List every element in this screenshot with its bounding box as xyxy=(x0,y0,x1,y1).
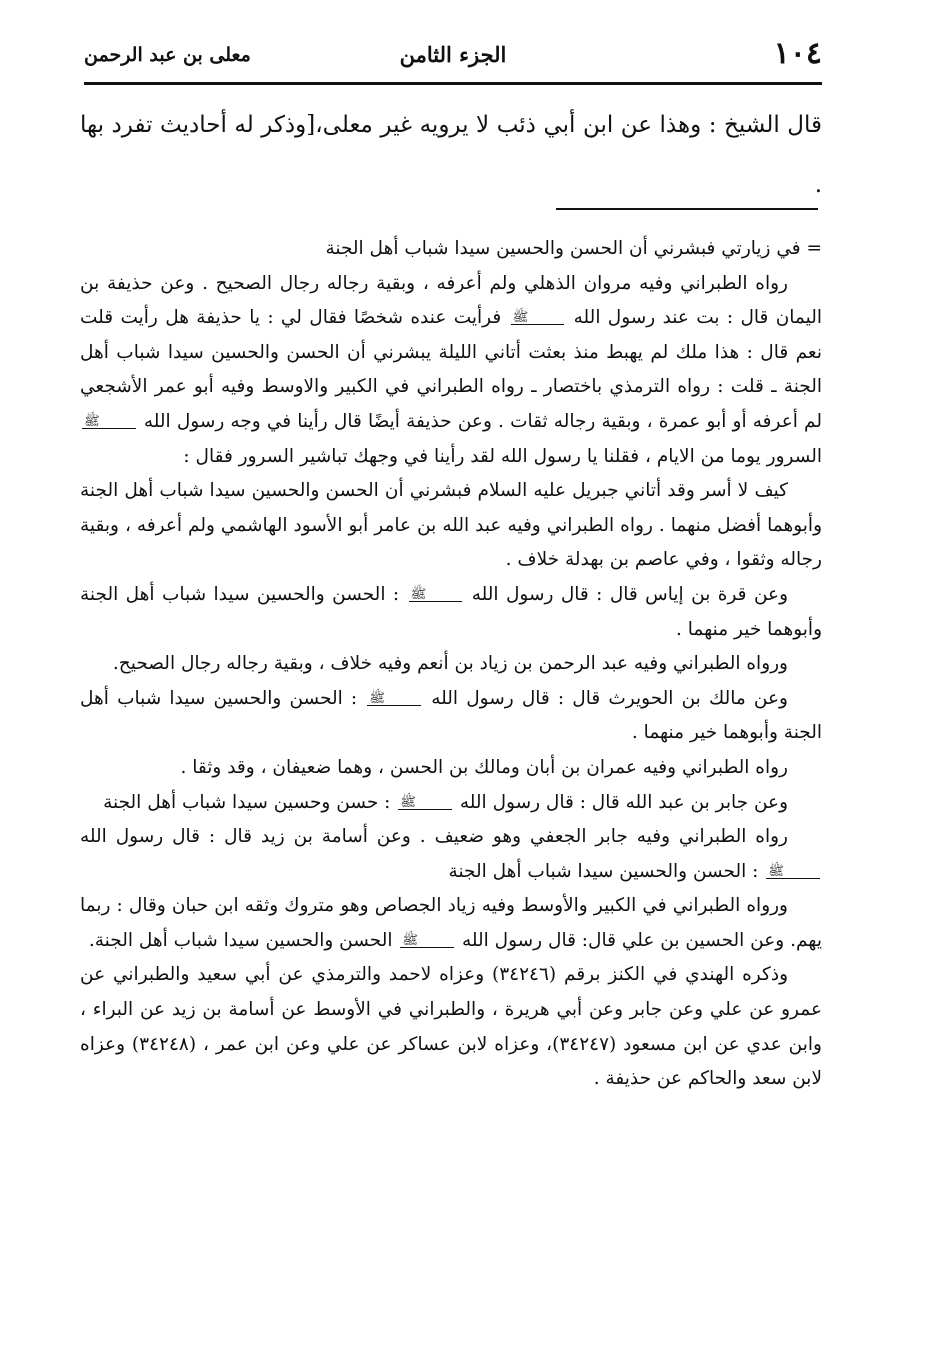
footnote-paragraph: ورواه الطبراني وفيه عبد الرحمن بن زياد بن أنعم وفيه خلاف ، وبقية رجاله رجال الصحيح. xyxy=(112,653,788,675)
footnote-paragraph xyxy=(80,820,822,889)
footnote-paragraph xyxy=(80,267,822,475)
salutation-glyph: ﷺ xyxy=(398,796,452,810)
salutation-glyph: ﷺ xyxy=(511,311,565,325)
salutation-glyph: ﷺ xyxy=(766,865,820,879)
author-name: معلى بن عبد الرحمن xyxy=(84,44,251,66)
main-text: قال الشيخ : وهذا عن ابن أبي ذئب لا يرويه غير معلى،[وذكر له أحاديث تفرد بها . xyxy=(80,112,822,198)
footnote-text: الحسن والحسين سيدا شباب أهل الجنة. xyxy=(88,929,393,951)
footnote-paragraph: كيف لا أسر وقد أتاني جبريل عليه السلام فبشرني أن الحسن والحسين سيدا شباب أهل الجنة وأبوهما أفضل منهما . رواه الطبراني وفيه عبد الله بن عامر أبو الأسود الهاشمي ولم أعرفه ، وبقية رجاله وثقوا ، وفي عاصم بن بهدلة خلاف . xyxy=(80,480,822,571)
footnote-text: فرأيت عنده شخصًا فقال لي : يا حذيفة هل رأيت قلت نعم قال : هذا ملك لم يهبط منذ بعثت أتاني الليلة يبشرني أن الحسن والحسين سيدا شباب أهل الجنة ـ قلت : رواه الترمذي باختصار ـ رواه الطبراني في الكبير والاوسط وفيه أبو عمر الأشجعي لم أعرفه أو أبو عمرة ، وبقية رجاله ثقات . وعن حذيفة أيضًا قال رأينا في وجه رسول الله xyxy=(80,307,822,432)
footnote-text: : الحسن والحسين سيدا شباب أهل الجنة xyxy=(448,860,759,882)
footnote-text: : حسن وحسين سيدا شباب أهل الجنة xyxy=(103,791,391,813)
footnote-paragraph: رواه الطبراني وفيه عمران بن أبان ومالك بن الحسن ، وهما ضعيفان ، وقد وثقا . xyxy=(180,756,788,778)
footnote-paragraph xyxy=(80,786,822,821)
salutation-glyph: ﷺ xyxy=(400,934,454,948)
footnote-text: رواه الطبراني وفيه مروان الذهلي ولم أعرفه ، وبقية رجاله رجال الصحيح . وعن حذيفة بن اليمان قال : بت عند رسول الله xyxy=(80,272,822,329)
footnote-paragraph xyxy=(80,682,822,751)
footnote-text: وعن قرة بن إياس قال : قال رسول الله xyxy=(471,583,788,605)
footnote-text: رواه الطبراني وفيه جابر الجعفي وهو ضعيف . وعن أسامة بن زيد قال : قال رسول الله xyxy=(80,826,788,848)
footnote-text: : الحسن والحسين سيدا شباب أهل الجنة وأبوهما خير منهما . xyxy=(80,687,822,744)
footnote-separator xyxy=(556,208,818,210)
footnote-text: : الحسن والحسين سيدا شباب أهل الجنة وأبوهما خير منهما . xyxy=(80,583,822,640)
salutation-glyph: ﷺ xyxy=(367,692,421,706)
salutation-glyph: ﷺ xyxy=(409,588,463,602)
part-title: الجزء الثامن xyxy=(399,42,507,67)
footnotes xyxy=(80,232,822,1097)
page-header xyxy=(84,36,822,85)
footnote-text: وعن جابر بن عبد الله قال : قال رسول الله xyxy=(459,791,788,813)
footnote-text: وعن مالك بن الحويرث قال : قال رسول الله xyxy=(431,687,788,709)
salutation-glyph: ﷺ xyxy=(82,415,136,429)
footnote-paragraph xyxy=(80,889,822,958)
footnote-text: السرور يوما من الايام ، فقلنا يا رسول الله لقد رأينا في وجهك تباشير السرور فقال : xyxy=(183,445,822,467)
footnote-paragraph: وذكره الهندي في الكنز برقم (٣٤٢٤٦) وعزاه لاحمد والترمذي عن أبي سعيد والطبراني عن عمرو عن علي وعن جابر وعن أبي هريرة ، والطبراني في الأوسط عن أسامة بن زيد عن البراء ، وابن عدي عن ابن مسعود (٣٤٢٤٧)، وعزاه لابن عساكر عن علي وعن ابن عمر ، (٣٤٢٤٨) وعزاه لابن سعد والحاكم عن حذيفة . xyxy=(80,964,822,1090)
footnote-paragraph: = في زيارتي فبشرني أن الحسن والحسين سيدا شباب أهل الجنة xyxy=(325,238,822,259)
footnote-text: ورواه الطبراني في الكبير والأوسط وفيه زياد الجصاص وهو متروك وثقه ابن حبان وقال : ربما يهم. وعن الحسين بن علي قال: قال رسول الله xyxy=(80,895,822,951)
page-number: ١٠٤ xyxy=(773,36,822,71)
footnote-paragraph xyxy=(80,578,822,647)
